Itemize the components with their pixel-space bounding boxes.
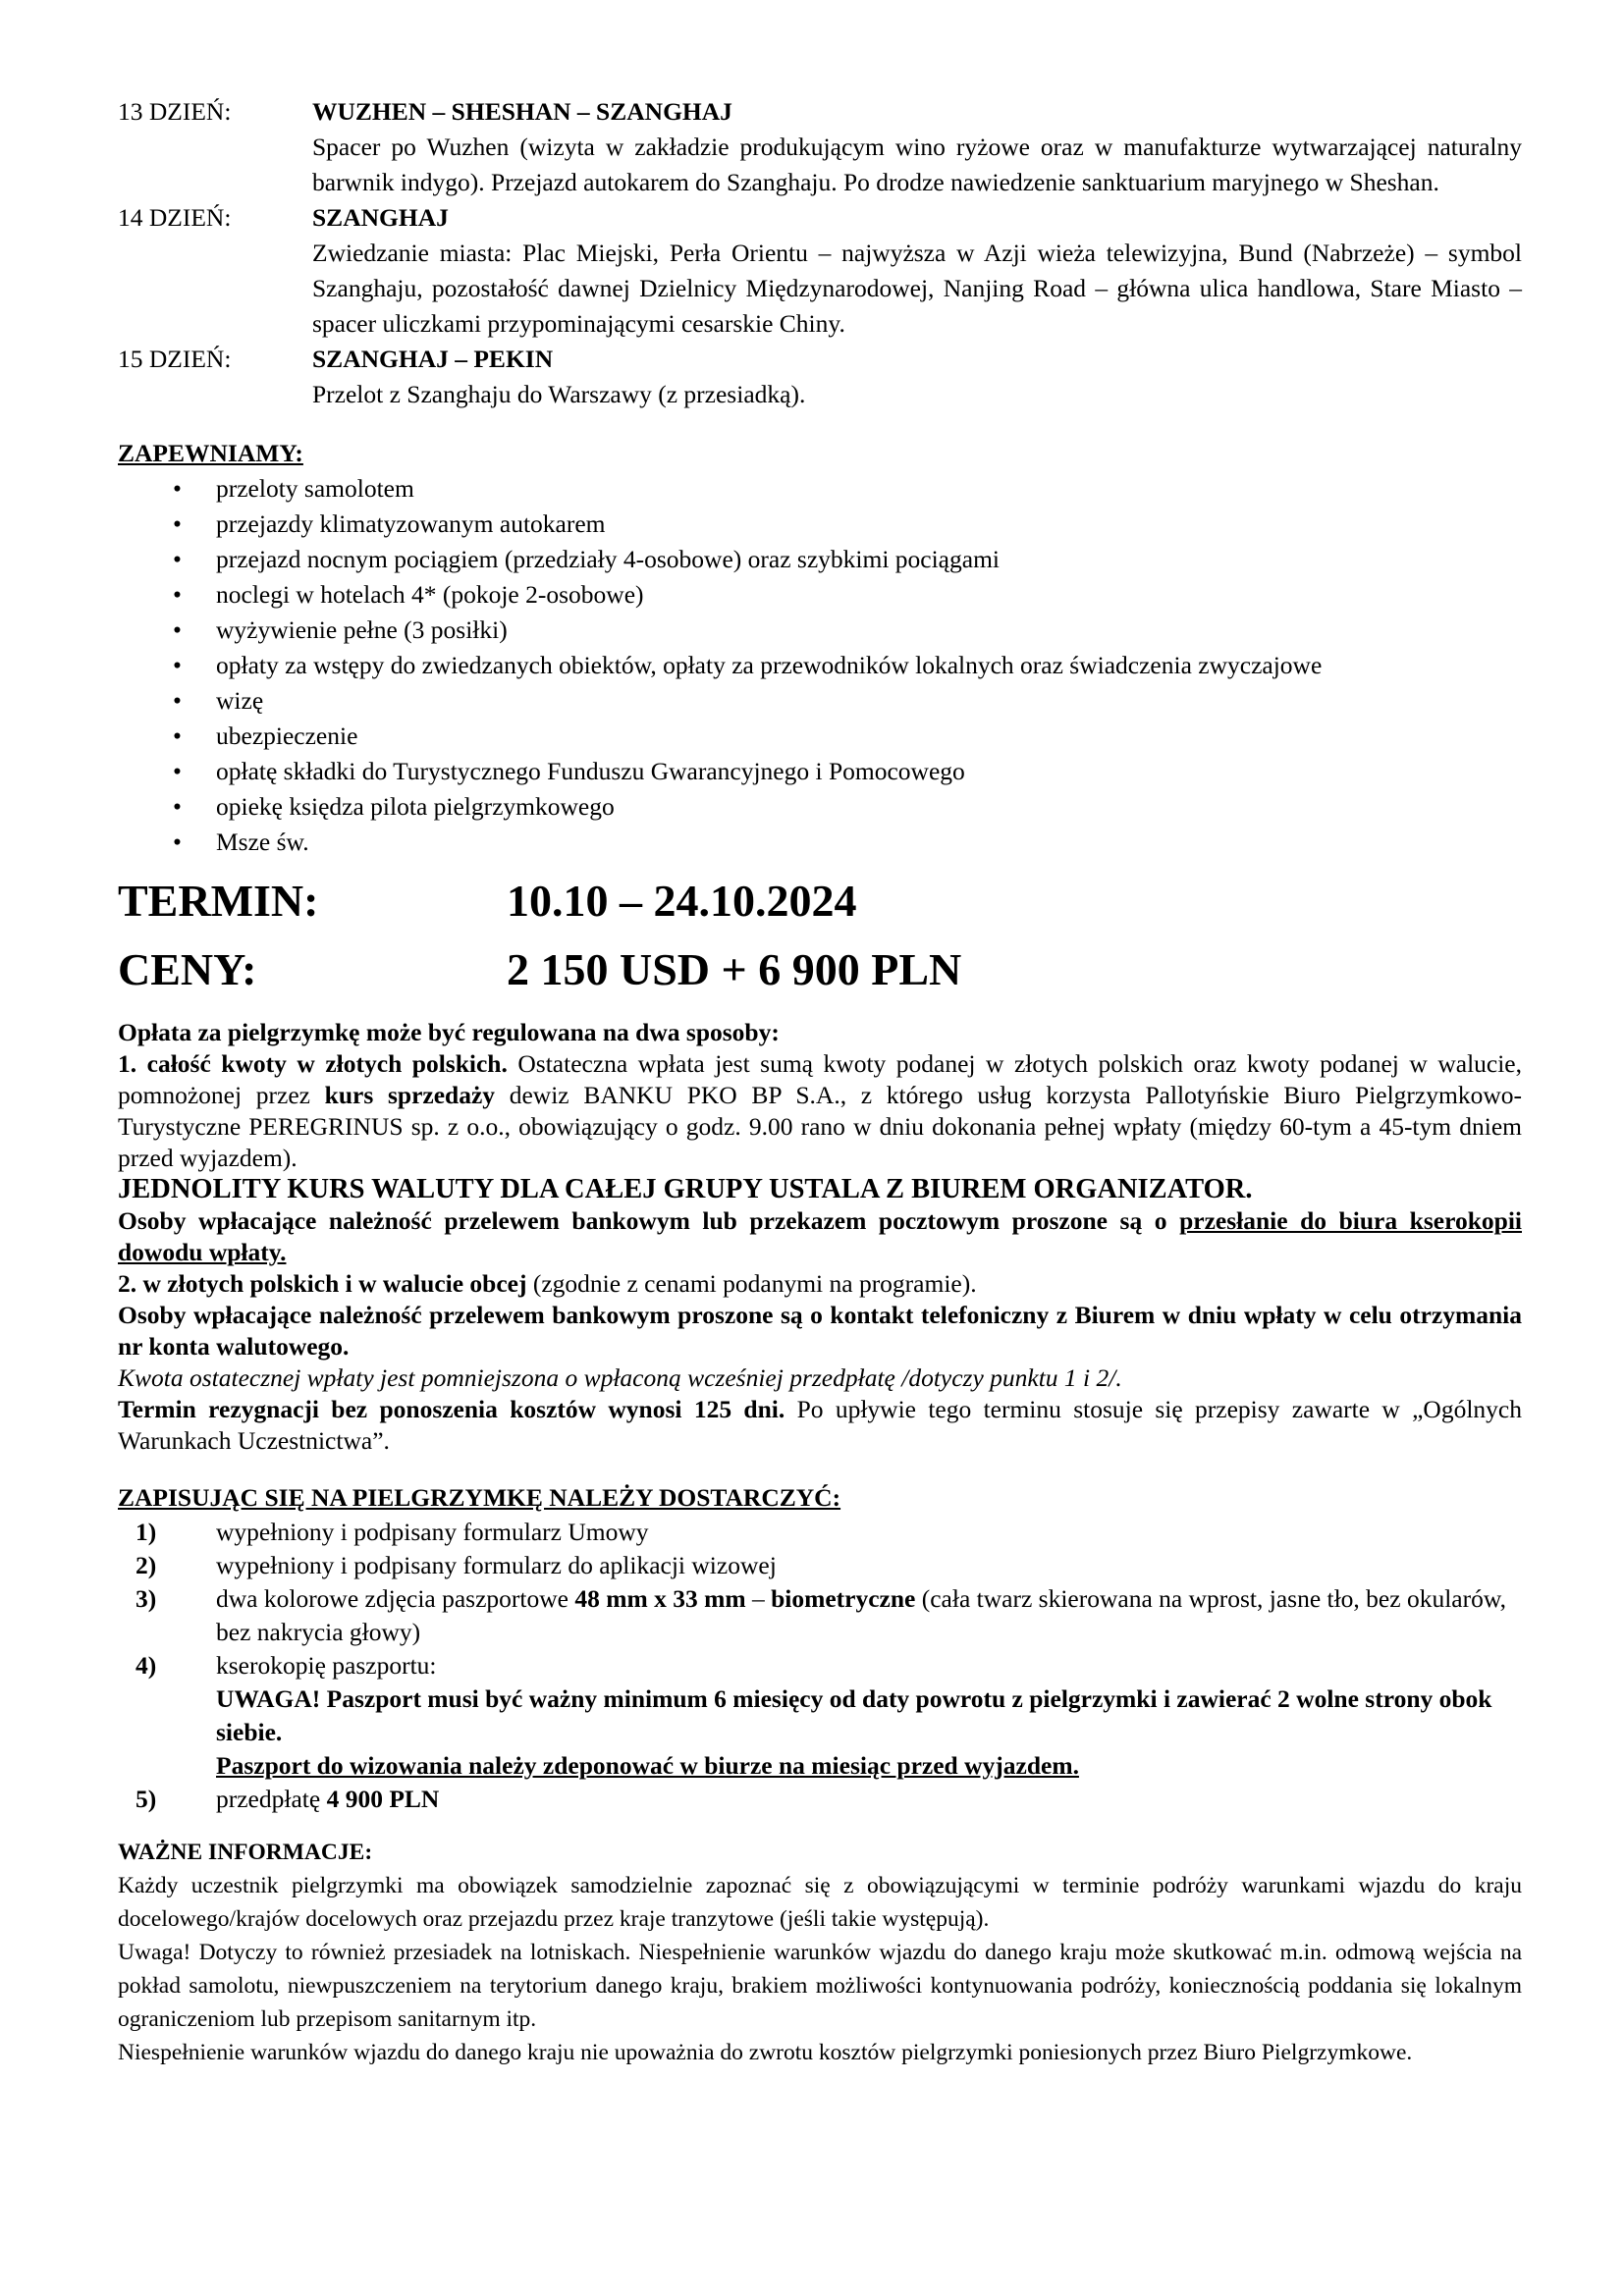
- deposit-text: przedpłatę: [216, 1785, 327, 1813]
- item-text: [216, 1582, 1522, 1649]
- day-label: 15 DZIEŃ:: [118, 345, 232, 373]
- resignation-text: Po upływie tego terminu stosuje się przepisy zawarte w „Ogólnych Warunkach Uczestnictwa”.: [118, 1395, 1523, 1455]
- payment-option-2-note: Osoby wpłacające należność przelewem bankowym proszone są o kontakt telefoniczny z Biurem w dniu wpłaty w celu otrzymania nr konta walutowego.: [118, 1301, 1522, 1361]
- term-row: [118, 872, 1522, 931]
- info-heading: WAŻNE INFORMACJE:: [118, 1840, 373, 1865]
- info-paragraph: Każdy uczestnik pielgrzymki ma obowiązek samodzielnie zapoznać się z obowiązującymi w terminie podróży warunkami wjazdu do kraju docelowego/krajów docelowych oraz przejazdu przez kraje tranzytowe (jeśli takie występują).: [118, 1873, 1522, 1932]
- info-paragraph: Niespełnienie warunków wjazdu do danego kraju nie upoważnia do zwrotu kosztów pielgrzymki poniesionych przez Biuro Pielgrzymkowe.: [118, 2040, 1413, 2065]
- requirements-list: [118, 1516, 1522, 1816]
- day-body: [312, 94, 1522, 200]
- itinerary-day-15: [118, 342, 1522, 412]
- photo-details: (cała twarz skierowana na wprost, jasne tło, bez okularów, bez nakrycia głowy): [216, 1584, 1506, 1646]
- included-heading: ZAPEWNIAMY:: [118, 439, 303, 467]
- day-label: 13 DZIEŃ:: [118, 97, 232, 126]
- itinerary-day-13: [118, 94, 1522, 200]
- resignation-note: [118, 1394, 1522, 1457]
- resignation-bold: Termin rezygnacji bez ponoszenia kosztów wynosi 125 dni.: [118, 1395, 785, 1423]
- item-number: 2): [135, 1551, 157, 1579]
- itinerary-day-14: [118, 200, 1522, 342]
- list-item: • opłatę składki do Turystycznego Funduszu Gwarancyjnego i Pomocowego: [118, 754, 1522, 789]
- list-item: • ubezpieczenie: [118, 719, 1522, 754]
- price-label: CENY:: [118, 944, 257, 994]
- payment-italic-note: Kwota ostatecznej wpłaty jest pomniejszona o wpłaconą wcześniej przedpłatę /dotyczy punktu 1 i 2/.: [118, 1363, 1122, 1392]
- document-page: [118, 94, 1522, 2069]
- list-item: [118, 1582, 1522, 1649]
- list-item: • wizę: [118, 683, 1522, 719]
- passport-copy: kserokopię paszportu:: [216, 1651, 437, 1680]
- list-item: • przejazd nocnym pociągiem (przedziały 4-osobowe) oraz szybkimi pociągami: [118, 542, 1522, 577]
- list-item: [118, 1549, 1522, 1582]
- requirements-heading: ZAPISUJĄC SIĘ NA PIELGRZYMKĘ NALEŻY DOSTARCZYĆ:: [118, 1483, 841, 1512]
- term-label: TERMIN:: [118, 876, 319, 926]
- transfer-note-text: Osoby wpłacające należność przelewem bankowym lub przekazem pocztowym proszone są o: [118, 1206, 1180, 1235]
- day-description: Zwiedzanie miasta: Plac Miejski, Perła Orientu – najwyższa w Azji wieża telewizyjna, Bund (Nabrzeże) – symbol Szanghaju, pozostałość dawnej Dzielnicy Międzynarodowej, Nanjing Road – główna ulica handlowa, Stare Miasto – spacer uliczkami przypominającymi cesarskie Chiny.: [312, 239, 1522, 338]
- list-item: • noclegi w hotelach 4* (pokoje 2-osobowe): [118, 577, 1522, 613]
- list-item: [118, 1516, 1522, 1549]
- day-title: SZANGHAJ – PEKIN: [312, 345, 554, 373]
- deposit-amount: 4 900 PLN: [326, 1785, 440, 1813]
- price-value: 2 150 USD + 6 900 PLN: [507, 944, 962, 994]
- day-body: [312, 200, 1522, 342]
- payment-option-1-text: Ostateczna wpłata jest sumą kwoty podanej w złotych polskich oraz kwoty podanej w walucie, pomnożonej przez: [118, 1049, 1522, 1109]
- passport-warning: UWAGA! Paszport musi być ważny minimum 6 miesięcy od daty powrotu z pielgrzymki i zawierać 2 wolne strony obok siebie.: [216, 1684, 1492, 1746]
- list-item: [118, 1783, 1522, 1816]
- day-description: Spacer po Wuzhen (wizyta w zakładzie produkującym wino ryżowe oraz w manufakturze wytwarzającej naturalny barwnik indygo). Przejazd autokarem do Szanghaju. Po drodze nawiedzenie sanktuarium maryjnego w Sheshan.: [312, 133, 1522, 196]
- term-value: 10.10 – 24.10.2024: [507, 876, 857, 926]
- payment-intro: Opłata za pielgrzymkę może być regulowana na dwa sposoby:: [118, 1018, 780, 1046]
- included-list: [118, 471, 1522, 860]
- payment-option-1-title: 1. całość kwoty w złotych polskich.: [118, 1049, 508, 1078]
- item-number: 5): [135, 1785, 157, 1813]
- photo-size: 48 mm x 33 mm: [574, 1584, 746, 1613]
- list-item: • wyżywienie pełne (3 posiłki): [118, 613, 1522, 648]
- day-body: [312, 342, 1522, 412]
- payment-transfer-note: [118, 1205, 1522, 1268]
- info-paragraph: Uwaga! Dotyczy to również przesiadek na lotniskach. Niespełnienie warunków wjazdu do danego kraju może skutkować m.in. odmową wejścia na pokład samolotu, niewpuszczeniem na terytorium danego kraju, brakiem możliwości kontynuowania podróży, koniecznością poddania się lokalnym ograniczeniom lub przepisom sanitarnym itp.: [118, 1940, 1522, 2032]
- item-text: wypełniony i podpisany formularz do aplikacji wizowej: [216, 1551, 777, 1579]
- payment-option-2-title: 2. w złotych polskich i w walucie obcej: [118, 1269, 527, 1298]
- list-item: • przejazdy klimatyzowanym autokarem: [118, 507, 1522, 542]
- price-row: [118, 940, 1522, 999]
- item-number: 4): [135, 1651, 157, 1680]
- list-item: • przeloty samolotem: [118, 471, 1522, 507]
- item-text: [216, 1783, 1522, 1816]
- passport-deposit: Paszport do wizowania należy zdeponować w biurze na miesiąc przed wyjazdem.: [216, 1751, 1079, 1780]
- payment-option-2: [118, 1268, 1522, 1300]
- day-title: SZANGHAJ: [312, 203, 449, 232]
- payment-option-1-text-cont: dewiz BANKU PKO BP S.A., z którego usług korzysta Pallotyńskie Biuro Pielgrzymkowo-Turystyczne PEREGRINUS sp. z o.o., obowiązujący o godz. 9.00 rano w dniu dokonania pełnej wpłaty (między 60-tym a 45-tym dniem przed wyjazdem).: [118, 1081, 1522, 1172]
- photo-dash: –: [745, 1584, 772, 1613]
- important-info: [118, 1836, 1522, 2069]
- item-text: [216, 1649, 1522, 1783]
- day-label: 14 DZIEŃ:: [118, 203, 232, 232]
- day-title: WUZHEN – SHESHAN – SZANGHAJ: [312, 97, 732, 126]
- list-item: • opłaty za wstępy do zwiedzanych obiektów, opłaty za przewodników lokalnych oraz świadczenia zwyczajowe: [118, 648, 1522, 683]
- payment-caps-note: JEDNOLITY KURS WALUTY DLA CAŁEJ GRUPY USTALA Z BIUREM ORGANIZATOR.: [118, 1174, 1253, 1204]
- payment-section: [118, 1017, 1522, 1457]
- day-description: Przelot z Szanghaju do Warszawy (z przesiadką).: [312, 380, 806, 408]
- payment-option-2-text: (zgodnie z cenami podanymi na programie).: [526, 1269, 977, 1298]
- list-item: • opiekę księdza pilota pielgrzymkowego: [118, 789, 1522, 825]
- photo-biometric: biometryczne: [771, 1584, 916, 1613]
- photo-text: dwa kolorowe zdjęcia paszportowe: [216, 1584, 575, 1613]
- transfer-note-underlined: przesłanie do biura kserokopii dowodu wpłaty.: [118, 1206, 1522, 1266]
- payment-option-1: [118, 1048, 1522, 1174]
- item-number: 3): [135, 1584, 157, 1613]
- list-item: [118, 1649, 1522, 1783]
- payment-rate-term: kurs sprzedaży: [324, 1081, 496, 1109]
- item-number: 1): [135, 1518, 157, 1546]
- item-text: wypełniony i podpisany formularz Umowy: [216, 1518, 649, 1546]
- list-item: • Msze św.: [118, 825, 1522, 860]
